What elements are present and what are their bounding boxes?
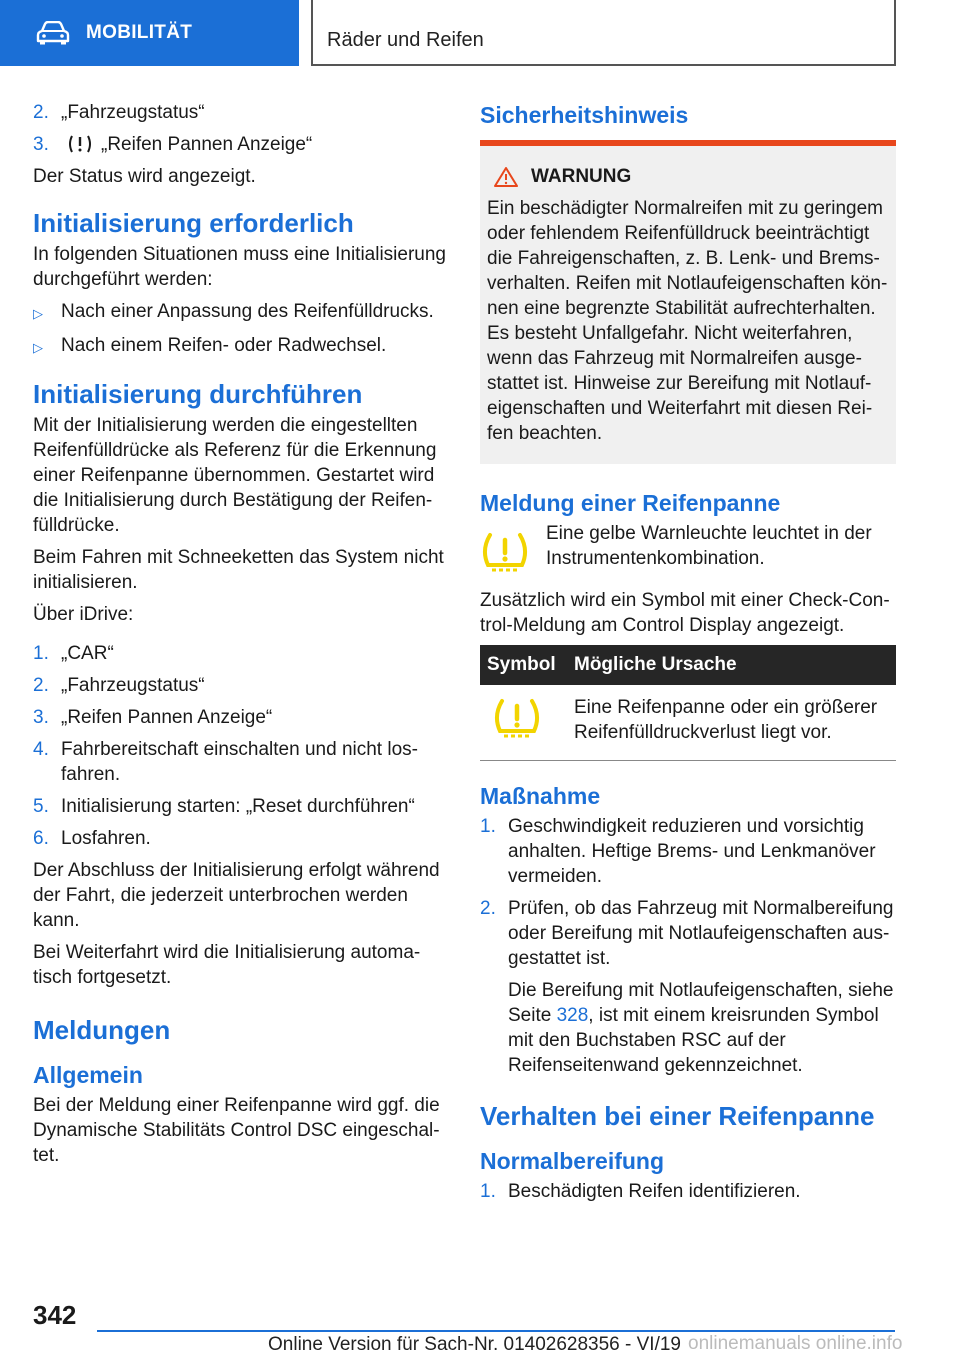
heading-init-required: Initialisierung erforderlich <box>33 208 354 238</box>
bullet-list <box>33 299 448 360</box>
paragraph: Bei der Meldung einer Reifenpanne wird ggf. die Dynamische Stabilitäts Control DSC eingeschaltet. <box>33 1095 440 1166</box>
warning-box <box>480 140 896 464</box>
list-item <box>33 794 448 819</box>
list-number: 3. <box>33 134 49 155</box>
page-link[interactable]: 328 <box>556 1005 589 1026</box>
list-item <box>33 641 448 666</box>
list-number: 6. <box>33 828 49 849</box>
list-number: 1. <box>480 1181 496 1202</box>
tire-pressure-symbol-icon <box>492 697 542 739</box>
chapter-title-box <box>311 0 896 66</box>
list-number: 3. <box>33 707 49 728</box>
section-title: MOBILITÄT <box>86 22 193 43</box>
list-number: 2. <box>480 898 496 919</box>
list-text: Fahrbereitschaft einschalten und nicht losfahren. <box>61 739 418 785</box>
column-header-cause: Mögliche Ursache <box>567 645 896 685</box>
list-number: 4. <box>33 739 49 760</box>
numbered-list-top <box>33 100 448 157</box>
warning-text: Ein beschädigter Normalreifen mit zu geringem oder fehlendem Reifenfülldruck beeinträchtigt die Fahreigenschaften, z. B. Lenk- und Bremsverhalten. Reifen mit Notlaufeigenschaften können eine begrenzte Stabilität aufrechterhalten. Es besteht Unfallgefahr. Nicht weiterfahren, wenn das Fahrzeug mit Normalreifen ausgestattet ist. Hinweise zur Bereifung mit Notlaufeigenschaften und Weiterfahrt mit diesen Reifen beachten. <box>487 198 888 444</box>
triangle-bullet-icon: ▷ <box>33 306 43 321</box>
list-text: Initialisierung starten: „Reset durchführen“ <box>61 796 415 817</box>
heading-safety: Sicherheitshinweis <box>480 102 689 128</box>
paragraph: Zusätzlich wird ein Symbol mit einer Check-Control-Meldung am Control Display angezeigt. <box>480 590 890 636</box>
car-icon <box>36 21 70 45</box>
init-required-intro: In folgenden Situationen muss eine Initialisierung durchgeführt werden: <box>33 244 446 290</box>
heading-flat-message: Meldung einer Reifenpanne <box>480 490 781 516</box>
paragraph: Bei Weiterfahrt wird die Initialisierung automatisch fortgesetzt. <box>33 942 421 988</box>
paragraph: Der Abschluss der Initialisierung erfolgt während der Fahrt, die jederzeit unterbrochen werden kann. <box>33 860 440 931</box>
heading-normal: Normalbereifung <box>480 1148 665 1174</box>
list-item <box>33 705 448 730</box>
table-row <box>480 685 896 761</box>
heading-messages: Meldungen <box>33 1015 171 1045</box>
list-item <box>33 826 448 851</box>
list-item <box>33 299 448 326</box>
list-text: Prüfen, ob das Fahrzeug mit Normalbereifung oder Bereifung mit Notlaufeigenschaften ausgestattet ist. <box>508 898 894 969</box>
symbol-table <box>480 645 896 761</box>
list-item <box>33 132 448 157</box>
status-text: Der Status wird angezeigt. <box>33 166 256 187</box>
table-header-row <box>480 645 896 685</box>
warning-header <box>487 166 888 188</box>
list-item <box>33 333 448 360</box>
list-text: „Fahrzeugstatus“ <box>61 102 205 123</box>
footer-divider <box>97 1330 895 1332</box>
warning-lamp-paragraph <box>480 521 896 578</box>
tire-pressure-lamp-icon <box>480 531 530 573</box>
numbered-list-measure <box>480 814 896 971</box>
list-text: Nach einer Anpassung des Reifenfülldrucks. <box>61 301 434 322</box>
left-column <box>33 100 448 1175</box>
heading-init-do: Initialisierung durchführen <box>33 379 363 409</box>
paragraph: Mit der Initialisierung werden die eingestellten Reifenfülldrücke als Referenz für die Erkennung einer Reifenpanne übernommen. Gestartet wird die Initialisierung durch Bestätigung der Reifenfülldrücke. <box>33 415 437 536</box>
list-item <box>33 673 448 698</box>
list-item <box>480 814 896 889</box>
table-cell-cause: Eine Reifenpanne oder ein größerer Reifenfülldruckverlust liegt vor. <box>567 685 896 761</box>
list-text: Losfahren. <box>61 828 151 849</box>
paragraph: Beim Fahren mit Schneeketten das System nicht initialisieren. <box>33 547 444 593</box>
chapter-title: Räder und Reifen <box>327 29 484 51</box>
heading-general: Allgemein <box>33 1062 143 1088</box>
column-header-symbol: Symbol <box>480 645 567 685</box>
list-number: 1. <box>33 643 49 664</box>
list-item <box>480 1179 896 1204</box>
section-tab <box>0 0 299 66</box>
list-number: 5. <box>33 796 49 817</box>
warning-triangle-icon <box>493 166 519 188</box>
heading-behavior: Verhalten bei einer Reifenpanne <box>480 1101 875 1131</box>
warning-label: WARNUNG <box>531 166 632 187</box>
right-column <box>480 100 896 1211</box>
online-version-text: Online Version für Sach-Nr. 01402628356 - VI/19 <box>268 1334 681 1355</box>
numbered-list-normal <box>480 1179 896 1204</box>
list-item <box>33 100 448 125</box>
tire-pressure-warning-icon <box>67 134 93 154</box>
list-number: 1. <box>480 816 496 837</box>
list-text: Geschwindigkeit reduzieren und vorsichtig anhalten. Heftige Brems- und Lenkmanöver vermeiden. <box>508 816 876 887</box>
list-number: 2. <box>33 675 49 696</box>
measure-note: Die Bereifung mit Notlaufeigenschaften, siehe Seite 328, ist mit einem kreisrunden Symbol mit den Buchstaben RSC auf der Reifenseitenwand gekennzeichnet. <box>508 980 894 1076</box>
triangle-bullet-icon: ▷ <box>33 340 43 355</box>
list-item <box>480 896 896 971</box>
list-text: „Fahrzeugstatus“ <box>61 675 205 696</box>
list-text: „CAR“ <box>61 643 114 664</box>
heading-measure: Maßnahme <box>480 783 601 809</box>
list-text: „Reifen Pannen Anzeige“ <box>61 707 273 728</box>
numbered-list-steps <box>33 641 448 851</box>
page-header <box>0 0 960 66</box>
watermark: onlinemanuals online.info <box>688 1333 903 1354</box>
list-number: 2. <box>33 102 49 123</box>
list-item <box>33 737 448 787</box>
list-text: Beschädigten Reifen identifizieren. <box>508 1181 801 1202</box>
list-text: „Reifen Pannen Anzeige“ <box>101 134 313 155</box>
warning-lamp-text: Eine gelbe Warnleuchte leuchtet in der Instrumentenkombination. <box>546 523 872 569</box>
list-text: Nach einem Reifen- oder Radwechsel. <box>61 335 387 356</box>
page-number: 342 <box>33 1300 77 1330</box>
paragraph: Über iDrive: <box>33 604 134 625</box>
